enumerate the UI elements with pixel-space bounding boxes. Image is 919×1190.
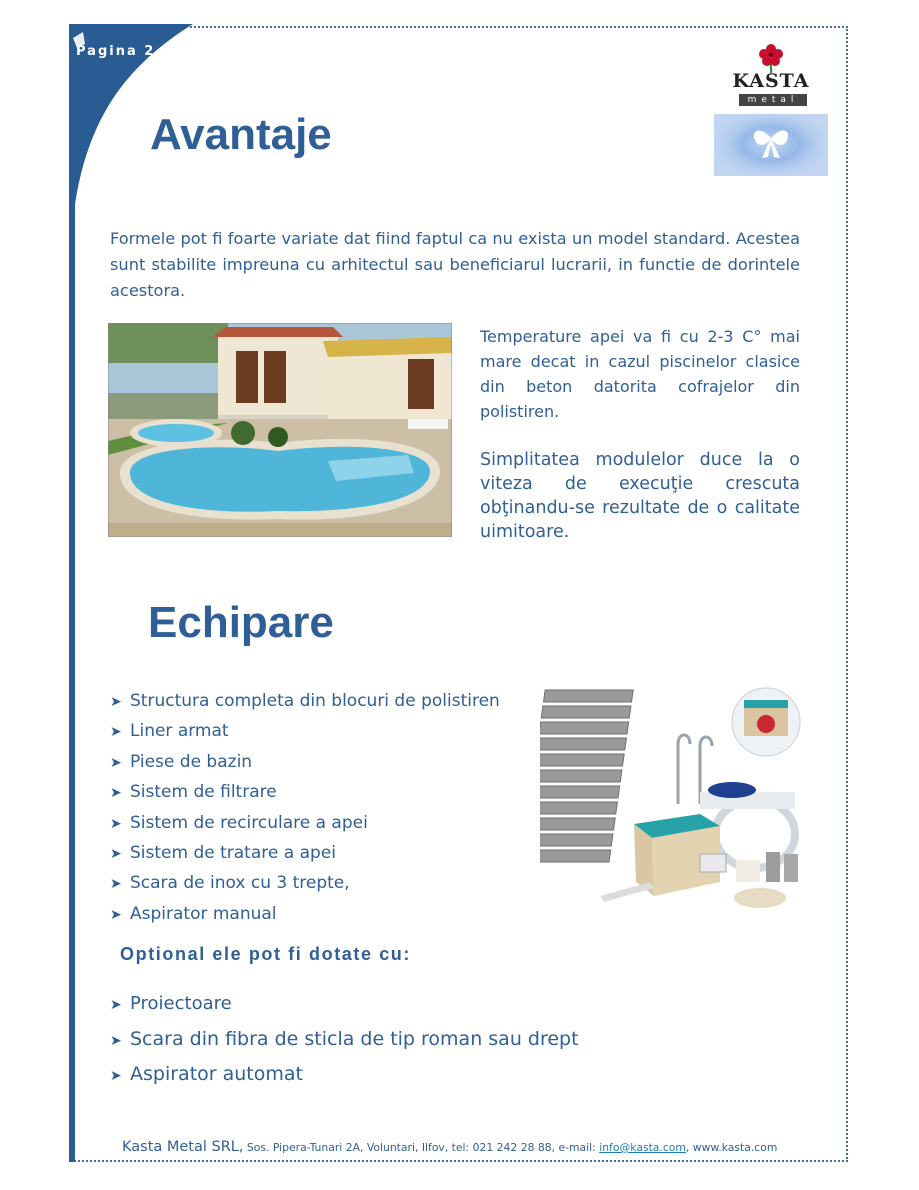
equipment-kit-photo	[540, 684, 814, 916]
arrow-bullet-icon: ➤	[110, 997, 122, 1013]
arrow-bullet-icon: ➤	[110, 815, 122, 832]
list-item: ➤ Sistem de filtrare	[110, 777, 500, 807]
list-item: ➤ Sistem de recirculare a apei	[110, 808, 500, 838]
logo-brand-text: KASTA	[732, 70, 810, 92]
optional-title: Optional ele pot fi dotate cu:	[120, 944, 411, 964]
list-item: ➤ Scara de inox cu 3 trepte,	[110, 868, 500, 898]
footer-address: Sos. Pipera-Tunari 2A, Voluntari, Ilfov, tel: 021 242 28 88, e-mail:	[243, 1141, 600, 1154]
page-label: Pagina 2	[76, 44, 156, 59]
page-border-right	[846, 26, 848, 1162]
arrow-bullet-icon: ➤	[110, 785, 122, 802]
advantage-temperature: Temperature apei va fi cu 2-3 C° mai mare decat in cazul piscinelor clasice din beton datorita cofrajelor din polistiren.	[480, 327, 800, 421]
logo-sub-text: metal	[739, 94, 807, 106]
list-item: ➤ Scara din fibra de sticla de tip roman sau drept	[110, 1022, 579, 1058]
footer-company: Kasta Metal SRL,	[122, 1139, 244, 1155]
arrow-bullet-icon: ➤	[110, 845, 122, 862]
page-footer	[122, 1136, 777, 1155]
list-item: ➤ Structura completa din blocuri de polistiren	[110, 686, 500, 716]
advantage-speed: Simplitatea modulelor duce la o viteza de execuţie crescuta obţinandu-se rezultate de o calitate uimitoare.	[480, 450, 800, 542]
arrow-bullet-icon: ➤	[110, 906, 122, 923]
list-item: ➤ Piese de bazin	[110, 747, 500, 777]
section-title-advantages: Avantaje	[150, 110, 332, 159]
arrow-bullet-icon: ➤	[110, 694, 122, 710]
list-item: ➤ Aspirator manual	[110, 899, 500, 929]
footer-email-link[interactable]: info@kasta.com	[599, 1141, 686, 1154]
arrow-bullet-icon: ➤	[110, 754, 122, 771]
list-item: ➤ Proiectoare	[110, 986, 579, 1022]
section-title-equipment: Echipare	[148, 598, 334, 647]
advantages-intro: Formele pot fi foarte variate dat fiind faptul ca nu exista un model standard. Acestea sunt stabilite impreuna cu arhitectul sau beneficiarul lucrarii, in functie de dorintele acestora.	[110, 229, 800, 300]
company-logo	[712, 40, 830, 180]
footer-website: , www.kasta.com	[685, 1141, 778, 1154]
page-left-bar	[69, 150, 75, 1162]
arrow-bullet-icon: ➤	[110, 1032, 122, 1049]
arrow-bullet-icon: ➤	[110, 724, 122, 741]
equipment-list	[110, 686, 500, 929]
list-item: ➤ Aspirator automat	[110, 1057, 579, 1093]
list-item: ➤ Liner armat	[110, 716, 500, 746]
list-item: ➤ Sistem de tratare a apei	[110, 838, 500, 868]
optional-list	[110, 986, 579, 1093]
page-border-bottom	[74, 1160, 848, 1162]
pool-photo	[108, 323, 452, 537]
page-border-top	[190, 26, 848, 28]
flower-icon	[759, 44, 783, 73]
arrow-bullet-icon: ➤	[110, 1068, 122, 1084]
arrow-bullet-icon: ➤	[110, 876, 122, 893]
